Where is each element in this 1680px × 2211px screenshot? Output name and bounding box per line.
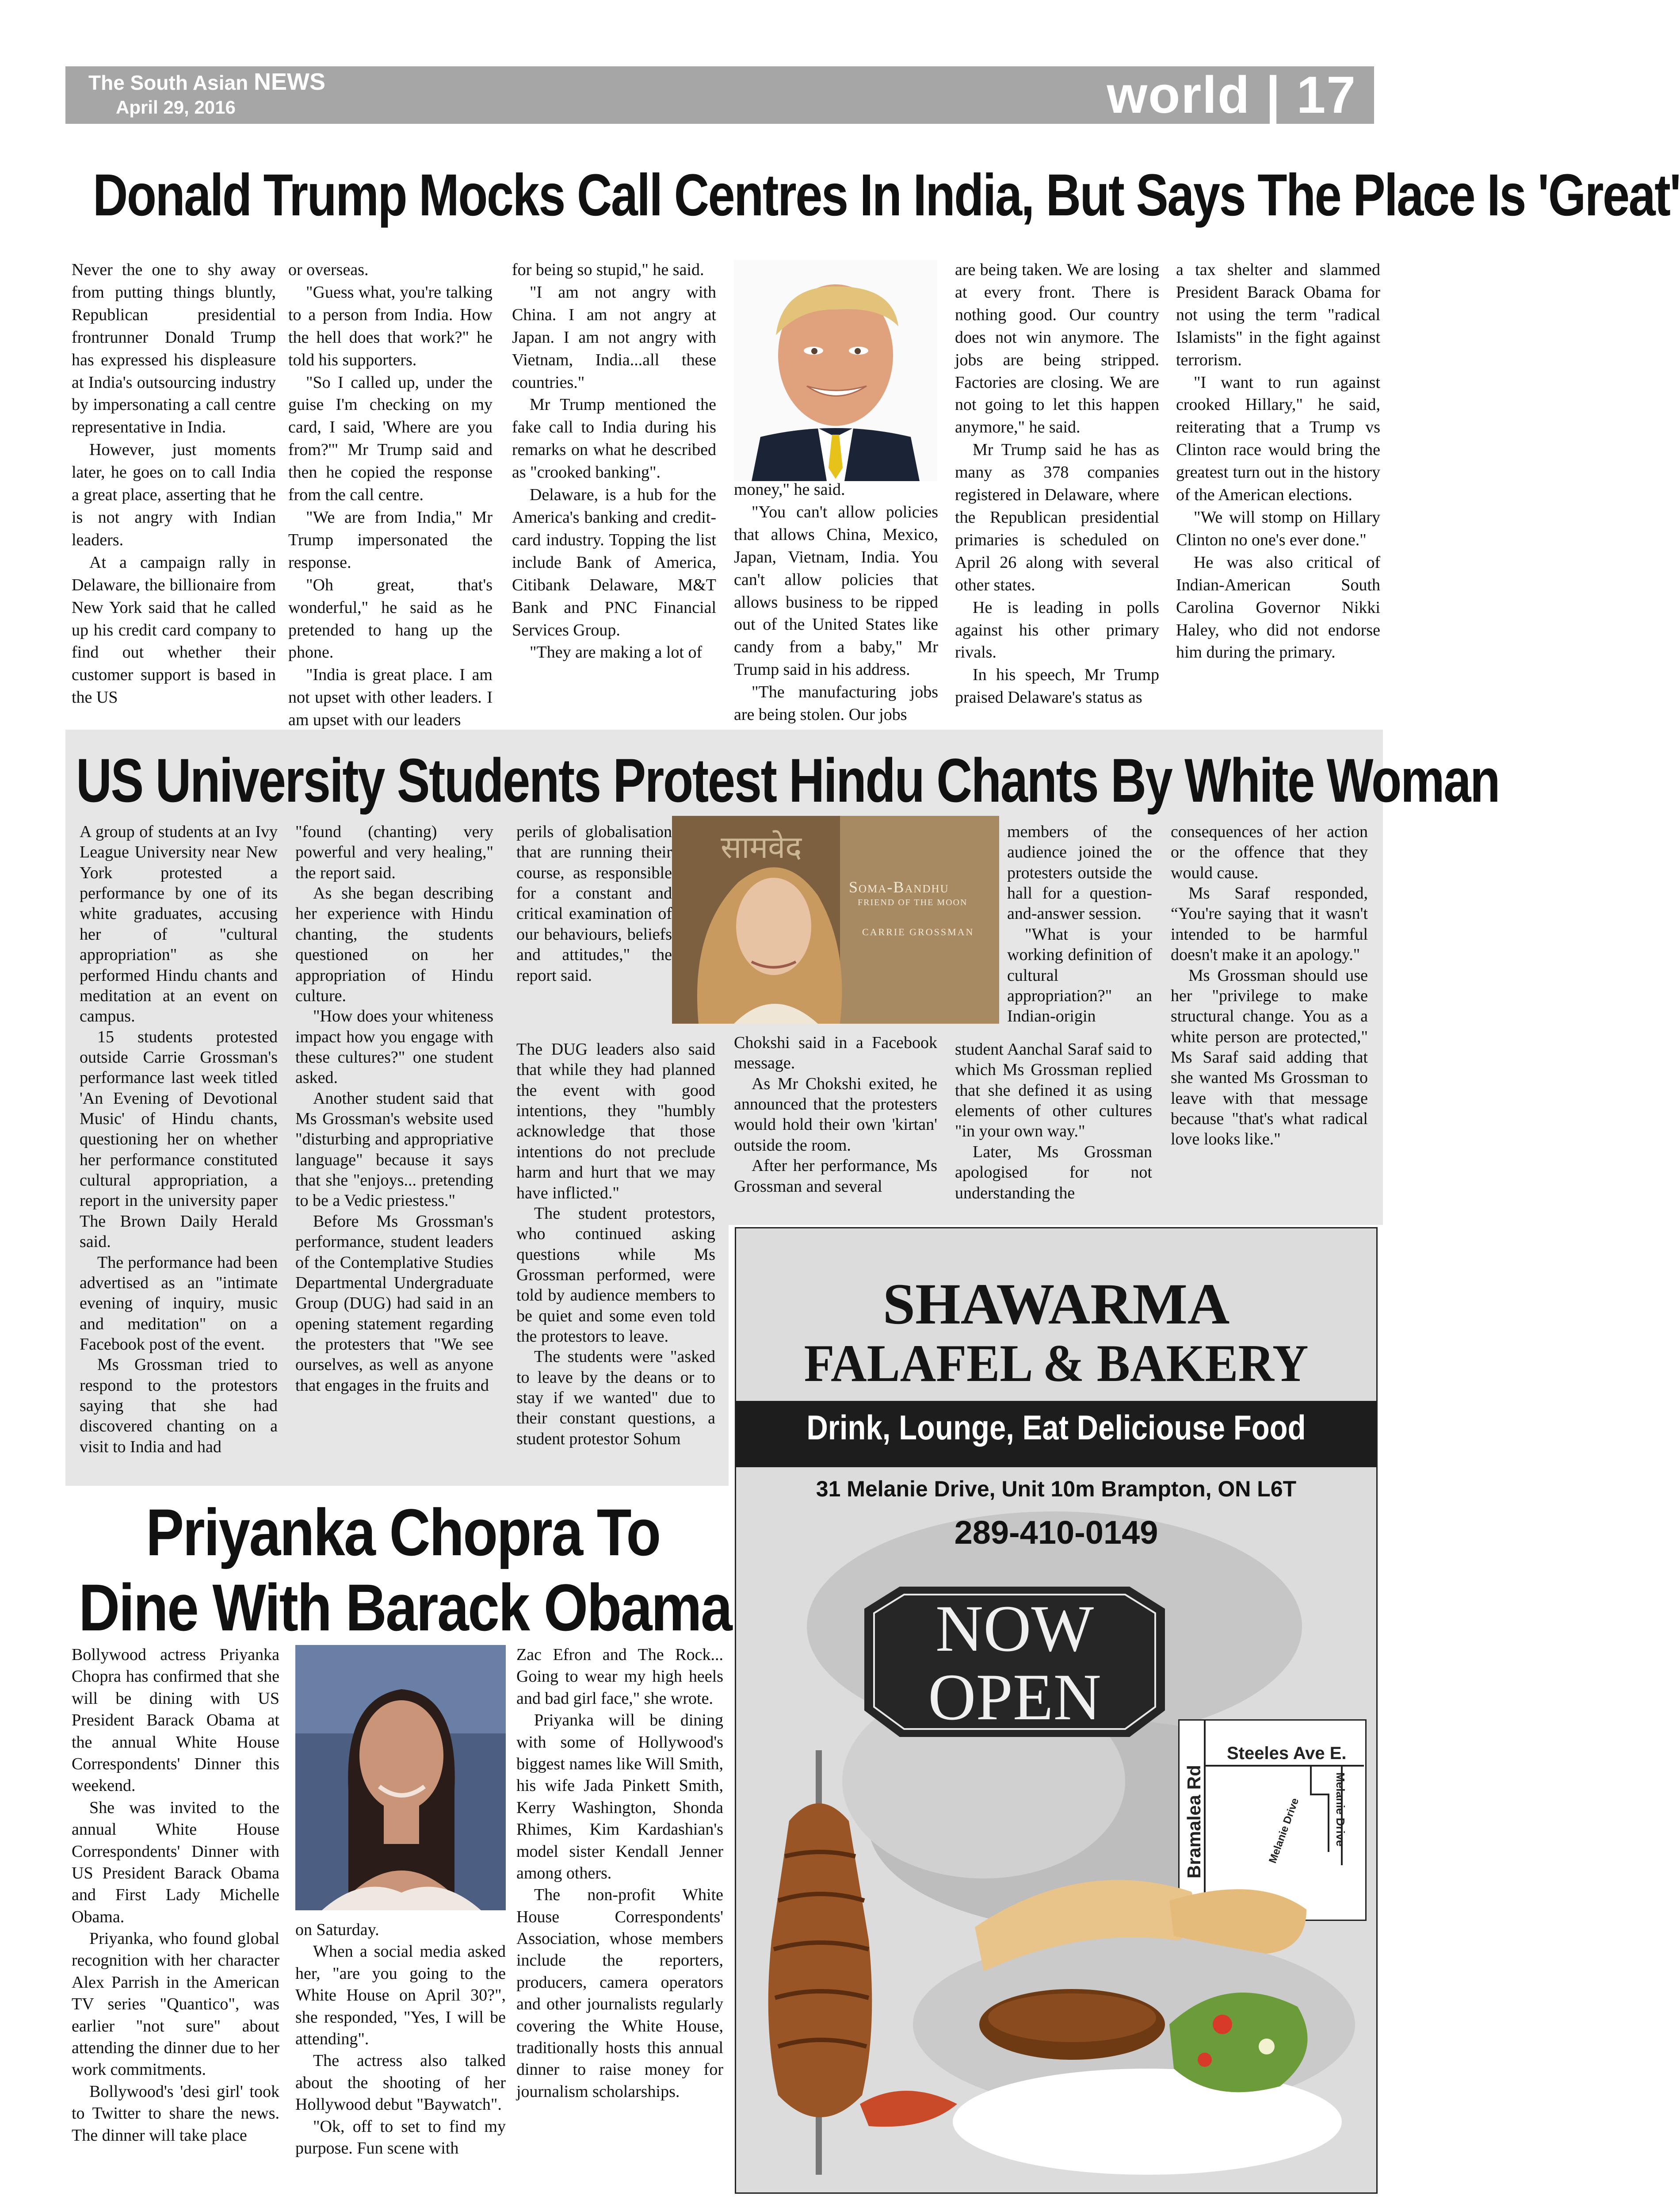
article2-col3a [516,822,672,986]
article1-col3 [512,259,716,664]
section-page-number: world | 17 [1107,66,1356,124]
article1-col2 [288,259,493,731]
paragraph: "Ok, off to set to find my purpose. Fun scene with [295,2117,506,2157]
paragraph: After her performance, Ms Grossman and several [734,1156,937,1196]
article2-col5a [1007,822,1152,1027]
paragraph: Mr Trump said he has as many as 378 companies registered in Delaware, where the Republican presidential primaries is scheduled on April 26 along with several other states. [955,440,1159,594]
paragraph: Bollywood's 'desi girl' took to Twitter to share the news. The dinner will take place [72,2082,279,2145]
article2-col3b [516,1039,715,1449]
article2-headline: US University Students Protest Hindu Chants By White Woman [76,746,1500,815]
map-label-steeles: Steeles Ave E. [1227,1744,1347,1763]
paragraph: The actress also talked about the shooting of her Hollywood debut "Baywatch". [295,2051,506,2114]
article1-headline: Donald Trump Mocks Call Centres In India, But Says The Place Is 'Great' [93,162,1680,228]
article1-col4 [734,478,938,726]
article3-col2 [295,1919,506,2159]
paragraph: The students were "asked to leave by the deans or to stay if we wanted" due to their constant questions, a student protestor Sohum [516,1347,715,1448]
paragraph: "found (chanting) very powerful and very healing," the report said. [295,822,493,882]
paragraph: A group of students at an Ivy League University near New York protested a performance by one of its white graduates, accusing her of "cultural appropriation" as she performed Hindu chants and meditation at an event on campus. [80,822,278,1026]
paragraph: "So I called up, under the guise I'm checking on my card, I said, 'Where are you from?'" Mr Trump said and then he copied the response from the call centre. [288,373,493,505]
map-label-bramalea: Bramalea Rd [1184,1765,1204,1878]
article3-col1 [72,1644,279,2146]
article3-headline-line1: Priyanka Chopra To [146,1495,660,1569]
album-devanagari-title: सामवेद [721,829,802,865]
paragraph: The DUG leaders also said that while they had planned the event with good intentions, they "humbly acknowledge that those intentions do not preclude harm and hurt that we may have inflicted." [516,1040,715,1202]
paragraph: "How does your whiteness impact how you engage with these cultures?" one student asked. [295,1007,493,1087]
paragraph: "India is great place. I am not upset with other leaders. I am upset with our leaders [288,666,493,730]
paragraph: student Aanchal Saraf said to which Ms Grossman replied that she defined it as using elements of other cultures "in your own way." [955,1040,1152,1141]
paragraph: "You can't allow policies that allows China, Mexico, Japan, Vietnam, India. You can't allow policies that allows business to be ripped out of the United States like candy from a baby," Mr Trump said in his address. [734,502,938,679]
paragraph: Bollywood actress Priyanka Chopra has confirmed that she will be dining with US President Barack Obama at the annual White House Correspondents' Dinner this weekend. [72,1645,279,1795]
article1-col1 [72,259,276,709]
paragraph: The non-profit White House Correspondents' Association, whose members include the reporters, producers, camera operators and other journalists regularly covering the White House, traditionally hosts this annual dinner to raise money for journalism scholarships. [516,1886,723,2101]
now-open-sign-now: NOW [935,1592,1094,1665]
ad-business-name-line1: SHAWARMA [882,1271,1230,1336]
paragraph: Another student said that Ms Grossman's website used "disturbing and appropriative language" because it says that she "enjoys... pretending to be a Vedic priestess." [295,1089,493,1210]
article3-col3 [516,1644,723,2103]
ad-phone-number: 289-410-0149 [954,1514,1158,1551]
album-title: Soma-Bandhu [849,878,949,896]
paragraph: In his speech, Mr Trump praised Delaware's status as [955,666,1159,707]
paragraph: As she began describing her experience with Hindu chanting, the students questioned on her appropriation of Hindu culture. [295,884,493,1005]
paragraph: Priyanka will be dining with some of Hollywood's biggest names like Will Smith, his wife Jada Pinkett Smith, Kerry Washington, Shonda Rhimes, Kim Kardashian's model sister Kendall Jenner among others. [516,1711,723,1882]
paragraph: He is leading in polls against his other primary rivals. [955,598,1159,662]
paragraph: a tax shelter and slammed President Barack Obama for not using the term "radical Islamists" in the fight against terrorism. [1176,260,1380,369]
paragraph: However, just moments later, he goes on to call India a great place, asserting that he is not angry with Indian leaders. [72,440,276,549]
priyanka-chopra-photo [295,1645,506,1910]
paragraph: Priyanka, who found global recognition with her character Alex Parrish in the American TV series "Quantico", was earlier "not sure" about attending the dinner due to her work commitments. [72,1929,279,2079]
paragraph: "I want to run against crooked Hillary," he said, reiterating that a Trump vs Clinton race would bring the greatest turn out in the history of the American elections. [1176,373,1380,505]
article2-col2 [295,822,493,1396]
paragraph: Mr Trump mentioned the fake call to India during his remarks on what he described as "crooked banking". [512,395,716,482]
paragraph: "Oh great, that's wonderful," he said as he pretended to hang up the phone. [288,575,493,662]
paragraph: "I am not angry with China. I am not angry at Japan. I am not angry with Vietnam, India...all these countries." [512,283,716,392]
issue-date: April 29, 2016 [116,97,236,118]
paragraph: The student protestors, who continued asking questions while Ms Grossman performed, were told by audience members to be quiet and some even told the protestors to leave. [516,1204,715,1346]
paper-name: The South Asian NEWS [88,69,325,95]
paragraph: consequences of her action or the offence that they would cause. [1171,822,1368,882]
shawarma-advertisement [735,1227,1378,2194]
paragraph: Ms Saraf responded, “You're saying that it wasn't intended to be harmful doesn't make it an apology." [1171,884,1368,964]
album-artist: CARRIE GROSSMAN [862,926,974,937]
paragraph: Later, Ms Grossman apologised for not understanding the [955,1142,1152,1202]
article1-col6 [1176,259,1380,664]
paragraph: Ms Grossman tried to respond to the protestors saying that she had discovered chanting on a visit to India and had [80,1355,278,1456]
paragraph: are being taken. We are losing at every front. There is nothing good. Our country does not win anymore. The jobs are being stripped. Factories are closing. We are not going to let this happen anymore," he said. [955,260,1159,437]
map-label-melanie-2: Melanie Drive [1334,1772,1347,1847]
paragraph: 15 students protested outside Carrie Grossman's performance last week titled 'An Evening of Devotional Music' of Hindu chants, questioning her on whether her performance constituted cultural appropriation, a report in the university paper The Brown Daily Herald said. [80,1027,278,1251]
food-illustration [736,1741,1376,2184]
article2-col5b [955,1039,1152,1203]
paragraph: "They are making a lot of [530,643,703,662]
paragraph: Chokshi said in a Facebook message. [734,1033,937,1073]
now-open-sign-open: OPEN [928,1660,1101,1734]
trump-portrait-photo [734,260,937,481]
paragraph: At a campaign rally in Delaware, the billionaire from New York said that he called up his credit card company to find out whether their customer support is based in the US [72,553,276,707]
article2-col1 [80,822,278,1457]
ad-business-name-line2: FALAFEL & BAKERY [804,1334,1309,1392]
article1-col5 [955,259,1159,709]
article2-col4 [734,1033,937,1197]
paragraph: perils of globalisation that are running their course, as responsible for a constant and critical examination of our behaviours, beliefs and attitudes," the report said. [516,822,672,985]
paragraph: on Saturday. [295,1920,379,1939]
album-cover-photo [672,816,999,1024]
paragraph: "What is your working definition of cultural appropriation?" an Indian-origin [1007,925,1152,1026]
map-label-melanie-1: Melanie Drive [1267,1796,1302,1865]
paragraph: for being so stupid," he said. [512,260,704,279]
paragraph: Never the one to shy away from putting things bluntly, Republican presidential frontrunner Donald Trump has expressed his displeasure at India's outsourcing industry by impersonating a call centre representative in India. [72,260,276,437]
ad-address: 31 Melanie Drive, Unit 10m Brampton, ON L6T [816,1477,1297,1501]
paragraph: When a social media asked her, "are you going to the White House on April 30?", she responded, "Yes, I will be attending". [295,1942,506,2048]
paragraph: Zac Efron and The Rock... Going to wear my high heels and bad girl face," she wrote. [516,1645,723,1708]
paragraph: "The manufacturing jobs are being stolen. Our jobs [734,683,938,724]
paragraph: Before Ms Grossman's performance, student leaders of the Contemplative Studies Departmental Undergraduate Group (DUG) had said in an opening statement regarding the protesters that "We see ourselves, as well as anyone that engages in the fruits and [295,1212,493,1395]
paragraph: "We are from India," Mr Trump impersonated the response. [288,508,493,572]
paragraph: Ms Grossman should use her "privilege to make structural change. You as a white person are protected," Ms Saraf said adding that she wanted Ms Grossman to leave with that message because "that's what radical love looks like." [1171,966,1368,1149]
article2-col6 [1171,822,1368,1150]
article3-headline-line2: Dine With Barack Obama [79,1570,732,1645]
paragraph: or overseas. [288,260,369,279]
paragraph: "We will stomp on Hillary Clinton no one's ever done." [1176,508,1380,549]
paragraph: "Guess what, you're talking to a person from India. How the hell does that work?" he told his supporters. [288,283,493,369]
paragraph: Delaware, is a hub for the America's banking and credit-card industry. Topping the list include Bank of America, Citibank Delaware, M&T Bank and PNC Financial Services Group. [512,486,716,639]
paragraph: members of the audience joined the protesters outside the hall for a question-and-answer session. [1007,822,1152,923]
paragraph: As Mr Chokshi exited, he announced that the protesters would hold their own 'kirtan' outside the room. [734,1074,937,1155]
paragraph: He was also critical of Indian-American South Carolina Governor Nikki Haley, who did not endorse him during the primary. [1176,553,1380,662]
paragraph: The performance had been advertised as an "intimate evening of inquiry, music and meditation" on a Facebook post of the event. [80,1253,278,1354]
paragraph: She was invited to the annual White House Correspondents' Dinner with US President Barack Obama and First Lady Michelle Obama. [72,1798,279,1926]
paragraph: money," he said. [734,480,845,499]
ad-tagline: Drink, Lounge, Eat Deliciouse Food [806,1408,1306,1447]
album-subtitle: FRIEND OF THE MOON [858,898,968,907]
